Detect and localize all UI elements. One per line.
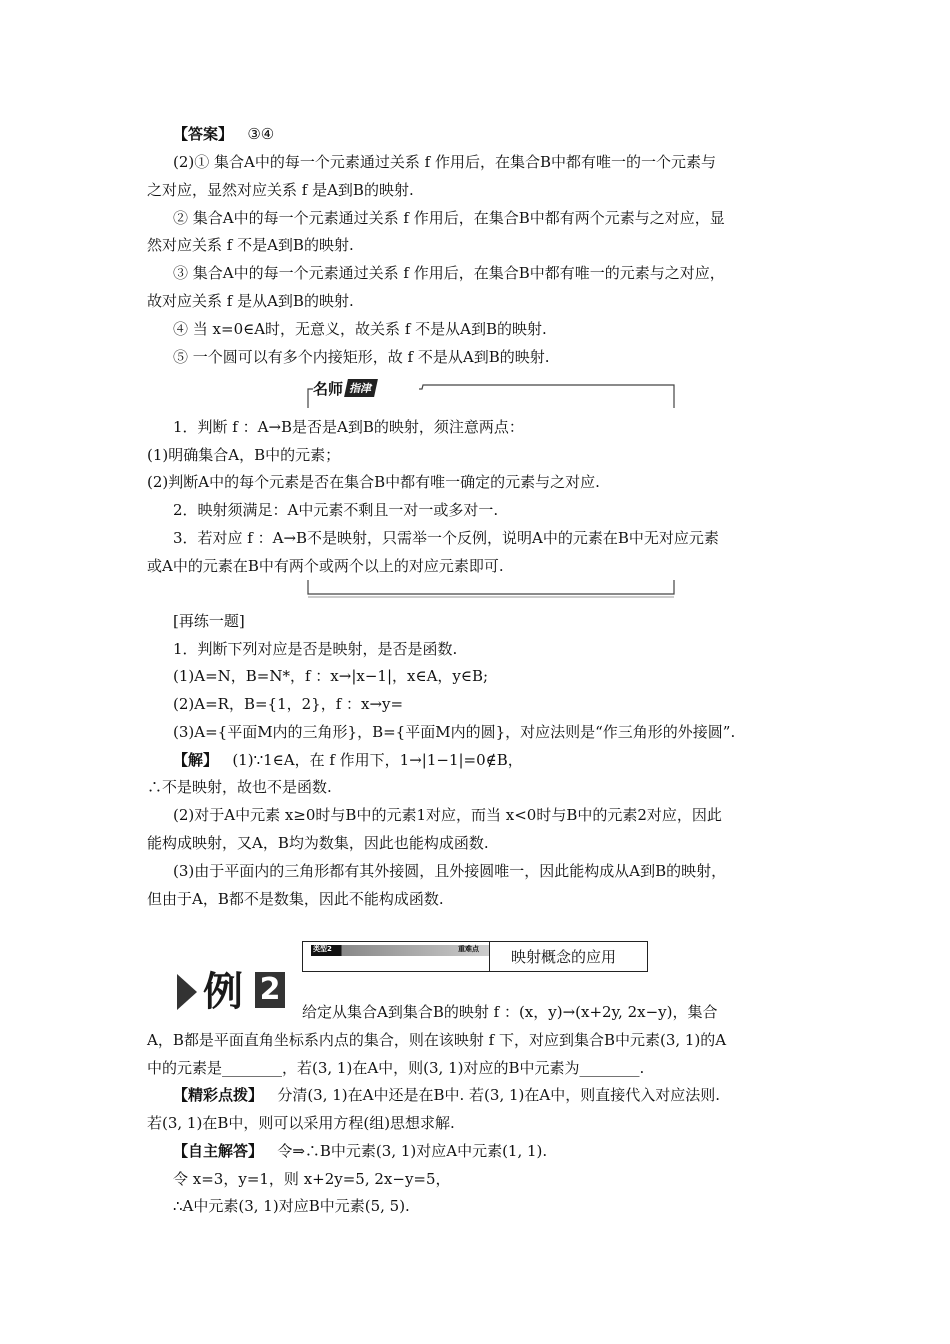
example-self-line1 <box>173 1141 547 1161</box>
analysis-item2-line2: 然对应关系 f 不是A到B的映射. <box>147 236 354 254</box>
analysis-item2-line1: ② 集合A中的每一个元素通过关系 f 作用后，在集合B中都有两个元素与之对应，显 <box>173 209 725 227</box>
practice-s1b: ∴不是映射，故也不是函数. <box>147 778 332 796</box>
example-self-line3: ∴A中元素(3, 1)对应B中元素(5, 5). <box>173 1197 410 1215</box>
practice-s3-line1: (3)由于平面内的三角形都有其外接圆，且外接圆唯一，因此能构成从A到B的映射， <box>173 862 727 880</box>
type-title: 映射概念的应用 <box>511 948 617 966</box>
type-divider <box>489 942 490 971</box>
type-header <box>302 941 648 972</box>
self-solve-label: 【自主解答】 <box>173 1142 264 1160</box>
analysis-item3-line1: ③ 集合A中的每一个元素通过关系 f 作用后，在集合B中都有唯一的元素与之对应， <box>173 264 725 282</box>
tips-p3-line2: 或A中的元素在B中有两个或两个以上的对应元素即可. <box>147 557 504 575</box>
self-solve-text: 令⇒∴B中元素(3, 1)对应A中元素(1, 1). <box>277 1142 548 1160</box>
example-hint-line2: 若(3, 1)在B中，则可以采用方程(组)思想求解. <box>147 1114 455 1132</box>
tips-title-tab <box>313 377 419 399</box>
practice-q1b: (2)A=R，B={1，2}，f ：x→y= <box>173 695 404 713</box>
practice-q1c: (3)A={平面M内的三角形}，B={平面M内的圆}，对应法则是“作三角形的外接圆”. <box>173 723 736 741</box>
practice-label: [再练一题] <box>173 612 245 630</box>
analysis-item4: ④ 当 x=0∈A时，无意义，故关系 f 不是从A到B的映射. <box>173 320 547 338</box>
example-number: 2 <box>255 972 285 1008</box>
tips-p2: 2．映射须满足：A中元素不剩且一对一或多对一. <box>173 501 499 519</box>
tips-title: 名师 <box>313 379 344 398</box>
tips-box-bottom-frame <box>307 580 675 600</box>
example-line1: 给定从集合A到集合B的映射 f ：(x，y)→(x+2y, 2x−y)，集合 <box>302 1003 718 1021</box>
example-arrow-icon <box>175 970 201 1014</box>
example-char: 例 <box>203 969 243 1015</box>
hint-text: 分清(3, 1)在A中还是在B中. 若(3, 1)在A中，则直接代入对应法则. <box>277 1086 720 1104</box>
answer-value: ③④ <box>247 125 275 143</box>
example-line3: 中的元素是________，若(3, 1)在A中，则(3, 1)对应的B中元素为________. <box>147 1059 645 1077</box>
type-label: 类型2 <box>313 945 332 953</box>
practice-s2-line2: 能构成映射，又A，B均为数集，因此也能构成函数. <box>147 834 489 852</box>
example-badge <box>175 968 287 1016</box>
practice-s2-line1: (2)对于A中元素 x≥0时与B中的元素1对应，而当 x<0时与B中的元素2对应，因此 <box>173 806 722 824</box>
answer-line <box>173 124 274 144</box>
solution-s1-text: (1)∵1∈A，在 f 作用下，1→|1−1|=0∉B， <box>232 751 523 769</box>
answer-label: 【答案】 <box>173 125 234 143</box>
tips-p1b: (2)判断A中的每个元素是否在集合B中都有唯一确定的元素与之对应. <box>147 473 600 491</box>
tips-p1a: (1)明确集合A，B中的元素； <box>147 446 341 464</box>
analysis-item5: ⑤ 一个圆可以有多个内接矩形，故 f 不是从A到B的映射. <box>173 348 550 366</box>
hint-label: 【精彩点拨】 <box>173 1086 264 1104</box>
practice-q1: 1．判断下列对应是否是映射，是否是函数. <box>173 640 458 658</box>
practice-q1a: (1)A=N，B=N*，f ：x→|x−1|，x∈A，y∈B; <box>173 667 489 685</box>
analysis-item3-line2: 故对应关系 f 是从A到B的映射. <box>147 292 354 310</box>
analysis-item1-line1: (2)① 集合A中的每一个元素通过关系 f 作用后，在集合B中都有唯一的一个元素与 <box>173 153 716 171</box>
example-hint-line1 <box>173 1085 720 1105</box>
example-line2: A，B都是平面直角坐标系内点的集合，则在该映射 f 下，对应到集合B中元素(3, 1)的A <box>147 1031 727 1049</box>
type-level: 重难点 <box>458 945 479 953</box>
solution-label: 【解】 <box>173 751 219 769</box>
tips-p1: 1．判断 f ：A→B是否是A到B的映射，须注意两点： <box>173 418 524 436</box>
tips-p3-line1: 3．若对应 f ：A→B不是映射，只需举一个反例，说明A中的元素在B中无对应元素 <box>173 529 719 547</box>
tips-title-accent: 指津 <box>344 379 378 397</box>
practice-s3-line2: 但由于A，B都不是数集，因此不能构成函数. <box>147 890 444 908</box>
practice-s1 <box>173 750 523 770</box>
example-self-line2: 令 x=3，y=1，则 x+2y=5, 2x−y=5， <box>173 1170 451 1188</box>
analysis-item1-line2: 之对应，显然对应关系 f 是A到B的映射. <box>147 181 414 199</box>
